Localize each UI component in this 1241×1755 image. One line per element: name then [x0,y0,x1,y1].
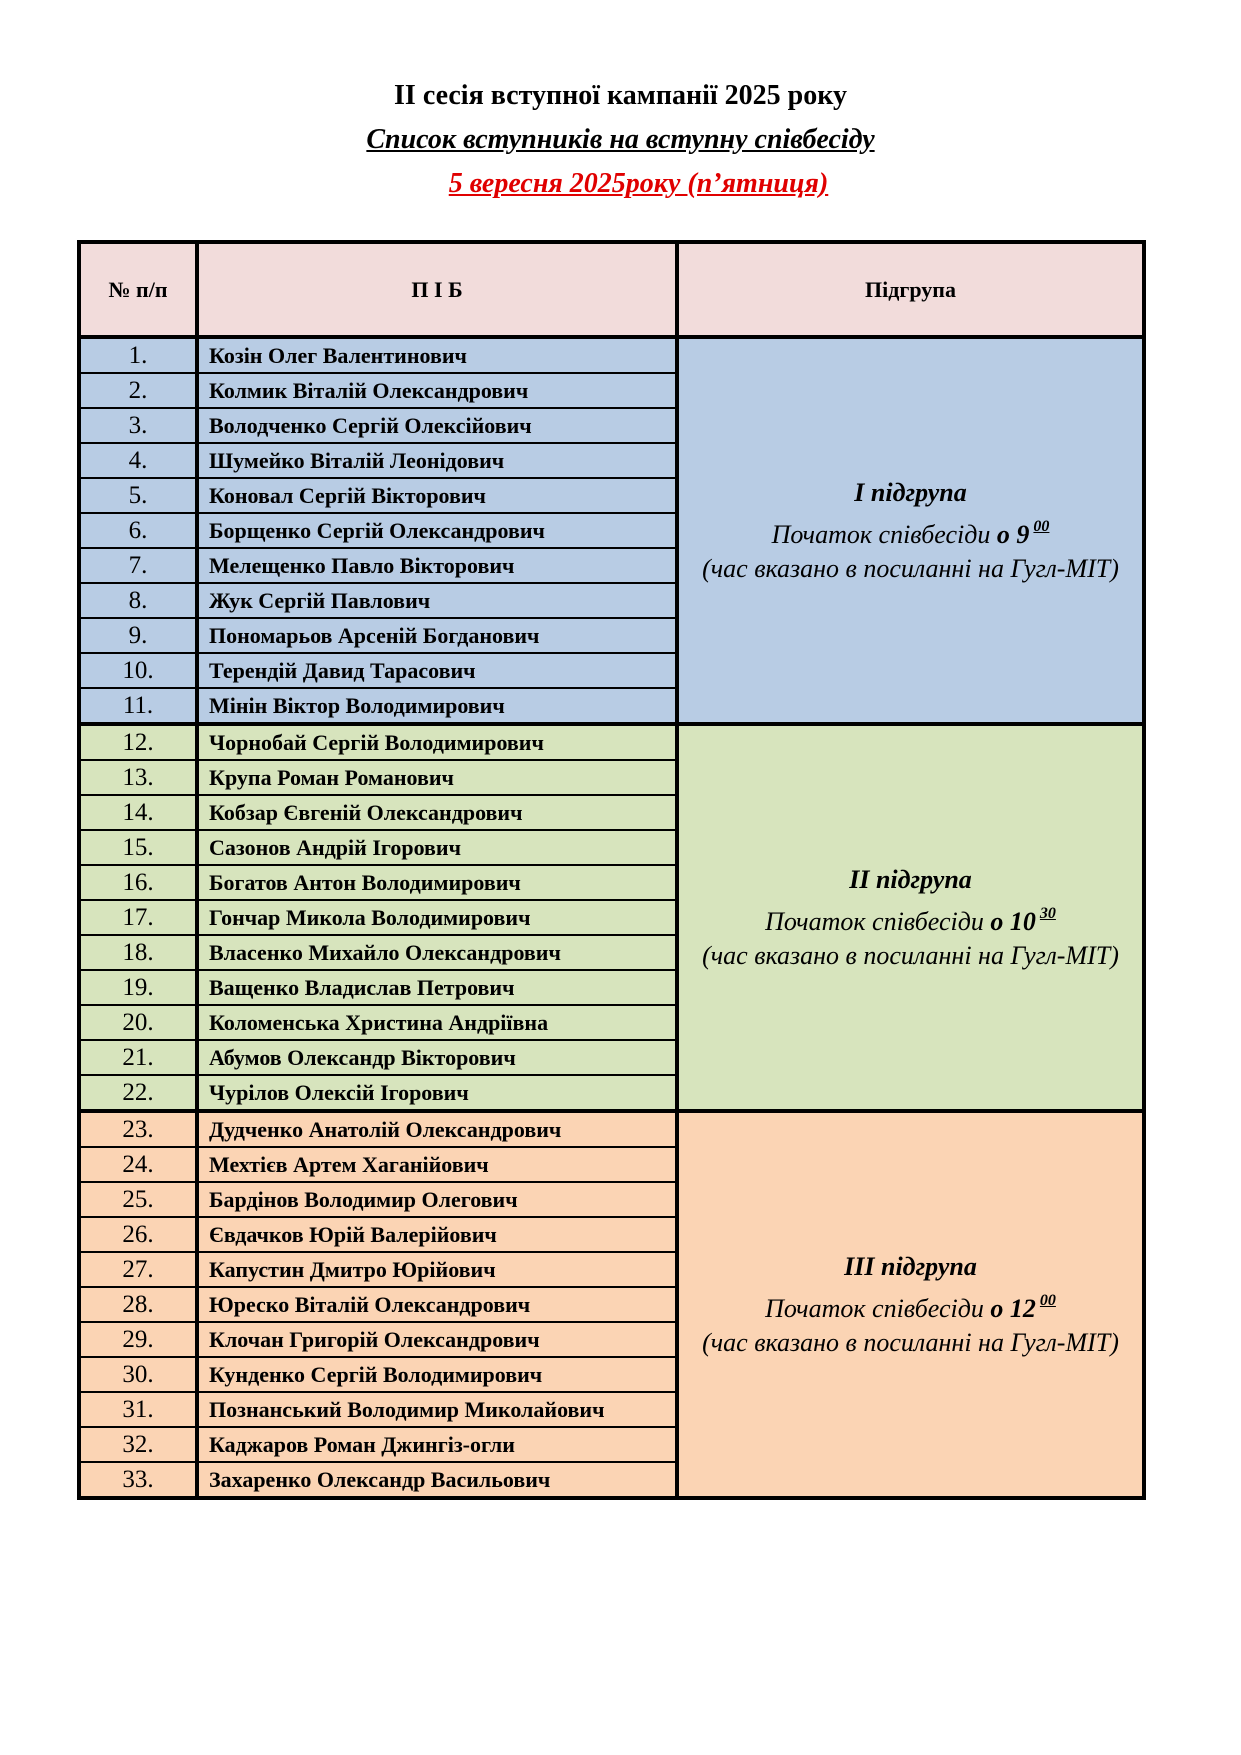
row-number: 5. [79,478,197,513]
start-label: Початок співбесіди [765,1293,984,1323]
row-number: 1. [79,337,197,373]
applicant-name: Коновал Сергій Вікторович [197,478,677,513]
applicant-name: Жук Сергій Павлович [197,583,677,618]
start-hour: 10 [1009,906,1036,936]
table-body [79,337,1144,1498]
table-header-row [79,242,1144,337]
row-number: 27. [79,1252,197,1287]
applicant-name: Захаренко Олександр Васильович [197,1462,677,1498]
applicant-name: Бардінов Володимир Олегович [197,1182,677,1217]
row-number: 24. [79,1147,197,1182]
row-number: 2. [79,373,197,408]
subgroup-cell [677,337,1144,724]
row-number: 29. [79,1322,197,1357]
start-minutes: 00 [1033,517,1050,535]
document-subtitle: Список вступників на вступну співбесіду [366,124,875,155]
applicants-table [77,240,1146,1500]
row-number: 3. [79,408,197,443]
applicant-name: Володченко Сергій Олексійович [197,408,677,443]
applicant-name: Кобзар Євгеній Олександрович [197,795,677,830]
applicant-name: Власенко Михайло Олександрович [197,935,677,970]
row-number: 8. [79,583,197,618]
applicant-name: Каджаров Роман Джингіз-огли [197,1427,677,1462]
applicant-name: Колмик Віталій Олександрович [197,373,677,408]
applicant-name: Абумов Олександр Вікторович [197,1040,677,1075]
row-number: 26. [79,1217,197,1252]
applicant-name: Сазонов Андрій Ігорович [197,830,677,865]
row-number: 20. [79,1005,197,1040]
subgroup-title: ІІ підгрупа [849,864,972,894]
applicant-name: Кунденко Сергій Володимирович [197,1357,677,1392]
applicant-name: Євдачков Юрій Валерійович [197,1217,677,1252]
row-number: 12. [79,724,197,760]
subgroup-note: (час вказано в посиланні на Гугл-МІТ) [702,553,1119,583]
row-number: 19. [79,970,197,1005]
row-number: 33. [79,1462,197,1498]
applicant-name: Чурілов Олексій Ігорович [197,1075,677,1111]
row-number: 4. [79,443,197,478]
applicant-name: Мелещенко Павло Вікторович [197,548,677,583]
subgroup-start-time [679,1284,1142,1326]
applicant-name: Пономарьов Арсеній Богданович [197,618,677,653]
applicant-name: Борщенко Сергій Олександрович [197,513,677,548]
subgroup-title: ІІІ підгрупа [844,1251,977,1281]
row-number: 6. [79,513,197,548]
applicant-name: Мехтієв Артем Хаганійович [197,1147,677,1182]
row-number: 10. [79,653,197,688]
row-number: 22. [79,1075,197,1111]
applicant-name: Клочан Григорій Олександрович [197,1322,677,1357]
row-number: 32. [79,1427,197,1462]
row-number: 18. [79,935,197,970]
table-row [79,724,1144,760]
applicant-name: Козін Олег Валентинович [197,337,677,373]
column-header-subgroup: Підгрупа [677,242,1144,337]
applicant-name: Ващенко Владислав Петрович [197,970,677,1005]
start-hour: 9 [1016,519,1030,549]
row-number: 28. [79,1287,197,1322]
row-number: 21. [79,1040,197,1075]
applicant-name: Шумейко Віталій Леонідович [197,443,677,478]
row-number: 17. [79,900,197,935]
applicant-name: Познанський Володимир Миколайович [197,1392,677,1427]
subgroup-cell [677,1111,1144,1498]
start-minutes: 30 [1039,904,1056,922]
start-hour: 12 [1009,1293,1036,1323]
start-minutes: 00 [1039,1291,1056,1309]
start-prefix: о [990,906,1004,936]
row-number: 23. [79,1111,197,1147]
subgroup-start-time [679,897,1142,939]
row-number: 11. [79,688,197,724]
subgroup-title: І підгрупа [854,477,967,507]
table-row [79,337,1144,373]
applicant-name: Дудченко Анатолій Олександрович [197,1111,677,1147]
applicant-name: Гончар Микола Володимирович [197,900,677,935]
start-label: Початок співбесіди [765,906,984,936]
document-title: ІІ сесія вступної кампанії 2025 року [394,80,847,111]
row-number: 16. [79,865,197,900]
subgroup-cell [677,724,1144,1111]
row-number: 25. [79,1182,197,1217]
start-label: Початок співбесіди [771,519,991,549]
applicant-name: Терендій Давид Тарасович [197,653,677,688]
row-number: 13. [79,760,197,795]
subgroup-note: (час вказано в посиланні на Гугл-МІТ) [702,1327,1119,1357]
column-header-number: № п/п [79,242,197,337]
interview-date: 5 вересня 2025року (п’ятниця) [448,168,829,199]
applicant-name: Крупа Роман Романович [197,760,677,795]
subgroup-start-time [679,510,1142,552]
applicant-name: Чорнобай Сергій Володимирович [197,724,677,760]
applicant-name: Капустин Дмитро Юрійович [197,1252,677,1287]
row-number: 15. [79,830,197,865]
applicant-name: Мінін Віктор Володимирович [197,688,677,724]
start-prefix: о [996,519,1010,549]
column-header-name: П І Б [197,242,677,337]
row-number: 7. [79,548,197,583]
applicant-name: Коломенська Христина Андріївна [197,1005,677,1040]
applicant-name: Юреско Віталій Олександрович [197,1287,677,1322]
row-number: 14. [79,795,197,830]
table-row [79,1111,1144,1147]
applicant-name: Богатов Антон Володимирович [197,865,677,900]
row-number: 30. [79,1357,197,1392]
subgroup-note: (час вказано в посиланні на Гугл-МІТ) [702,940,1119,970]
start-prefix: о [990,1293,1004,1323]
row-number: 31. [79,1392,197,1427]
row-number: 9. [79,618,197,653]
